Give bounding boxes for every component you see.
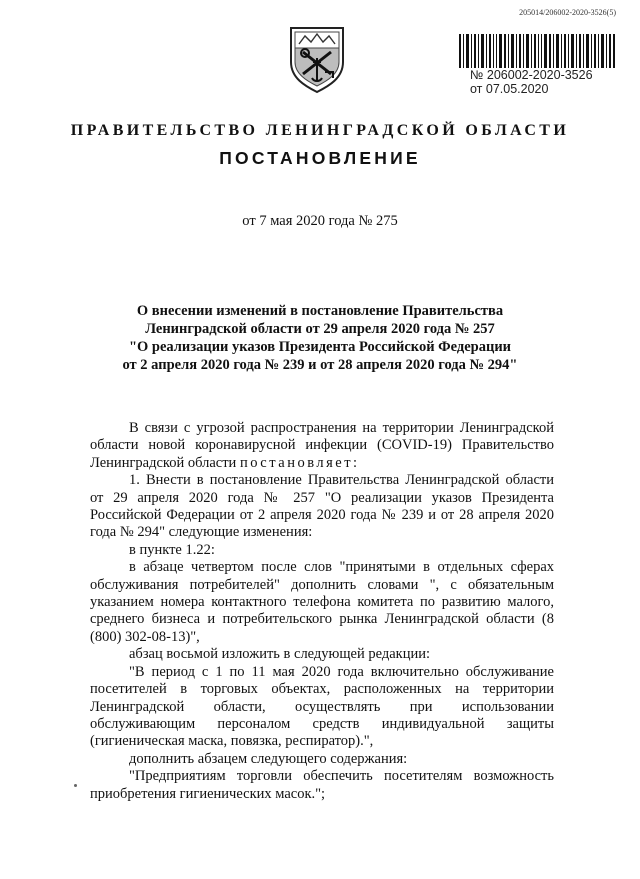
addition-intro: дополнить абзацем следующего содержания:: [129, 750, 408, 767]
paragraph-8-text: "В период с 1 по 11 мая 2020 года включительно обслуживание посетителей в торговых объектах, расположенных на территории Ленинградской области, осуществлять при использовании обслуживающим персоналом средств индивидуальной защиты (гигиеническая маска, повязка, респиратор).",: [90, 663, 554, 750]
barcode-icon: [457, 34, 617, 68]
title-line: от 2 апреля 2020 года № 239 и от 28 апреля 2020 года № 294": [122, 357, 518, 373]
registration-number: № 206002-2020-3526: [470, 68, 593, 82]
document-body: [90, 420, 554, 803]
title-line: "О реализации указов Президента Российской Федерации: [128, 339, 512, 355]
paragraph-8-intro: абзац восьмой изложить в следующей редакции:: [129, 646, 431, 663]
addition-text: "Предприятиям торговли обеспечить посетителям возможность приобретения гигиенических масок.";: [90, 768, 554, 802]
document-date-number: от 7 мая 2020 года № 275: [242, 213, 398, 229]
intro-text: В связи с угрозой распространения на территории Ленинградской области новой коронавирусной инфекции (COVID-19) Правительство Ленинградской области: [90, 420, 554, 471]
document-title: [60, 302, 580, 374]
registration-date: от 07.05.2020: [470, 82, 549, 96]
document-type: ПОСТАНОВЛЕНИЕ: [219, 148, 421, 168]
government-name: ПРАВИТЕЛЬСТВО ЛЕНИНГРАДСКОЙ ОБЛАСТИ: [70, 122, 570, 139]
registration-block: [470, 68, 593, 96]
paragraph-4-amendment: в абзаце четвертом после слов "принятыми в отдельных сферах обслуживания потребителей" дополнить словами ", с обязательным указанием номера контактного телефона комитета по развитию малого, среднего бизнеса и потребительского рынка Ленинградской области (8 (800) 302-08-13)",: [90, 559, 554, 645]
document-code: 205014/206002-2020-3526(5): [519, 8, 616, 17]
point-paragraph: в пункте 1.22:: [129, 541, 215, 558]
scan-speck: [74, 784, 77, 787]
title-line: О внесении изменений в постановление Правительства: [136, 303, 504, 319]
intro-verb: постановляет: [239, 454, 354, 471]
intro-paragraph: [90, 420, 554, 472]
title-line: Ленинградской области от 29 апреля 2020 года № 257: [145, 321, 495, 337]
intro-end: :: [353, 454, 358, 471]
item-1-paragraph: 1. Внести в постановление Правительства Ленинградской области от 29 апреля 2020 года № 257 "О реализации указов Президента Российской Федерации от 2 апреля 2020 года № 239 и от 28 апреля 2020 года № 294" следующие изменения:: [90, 472, 554, 541]
leningrad-oblast-coat-of-arms-icon: [285, 22, 349, 94]
